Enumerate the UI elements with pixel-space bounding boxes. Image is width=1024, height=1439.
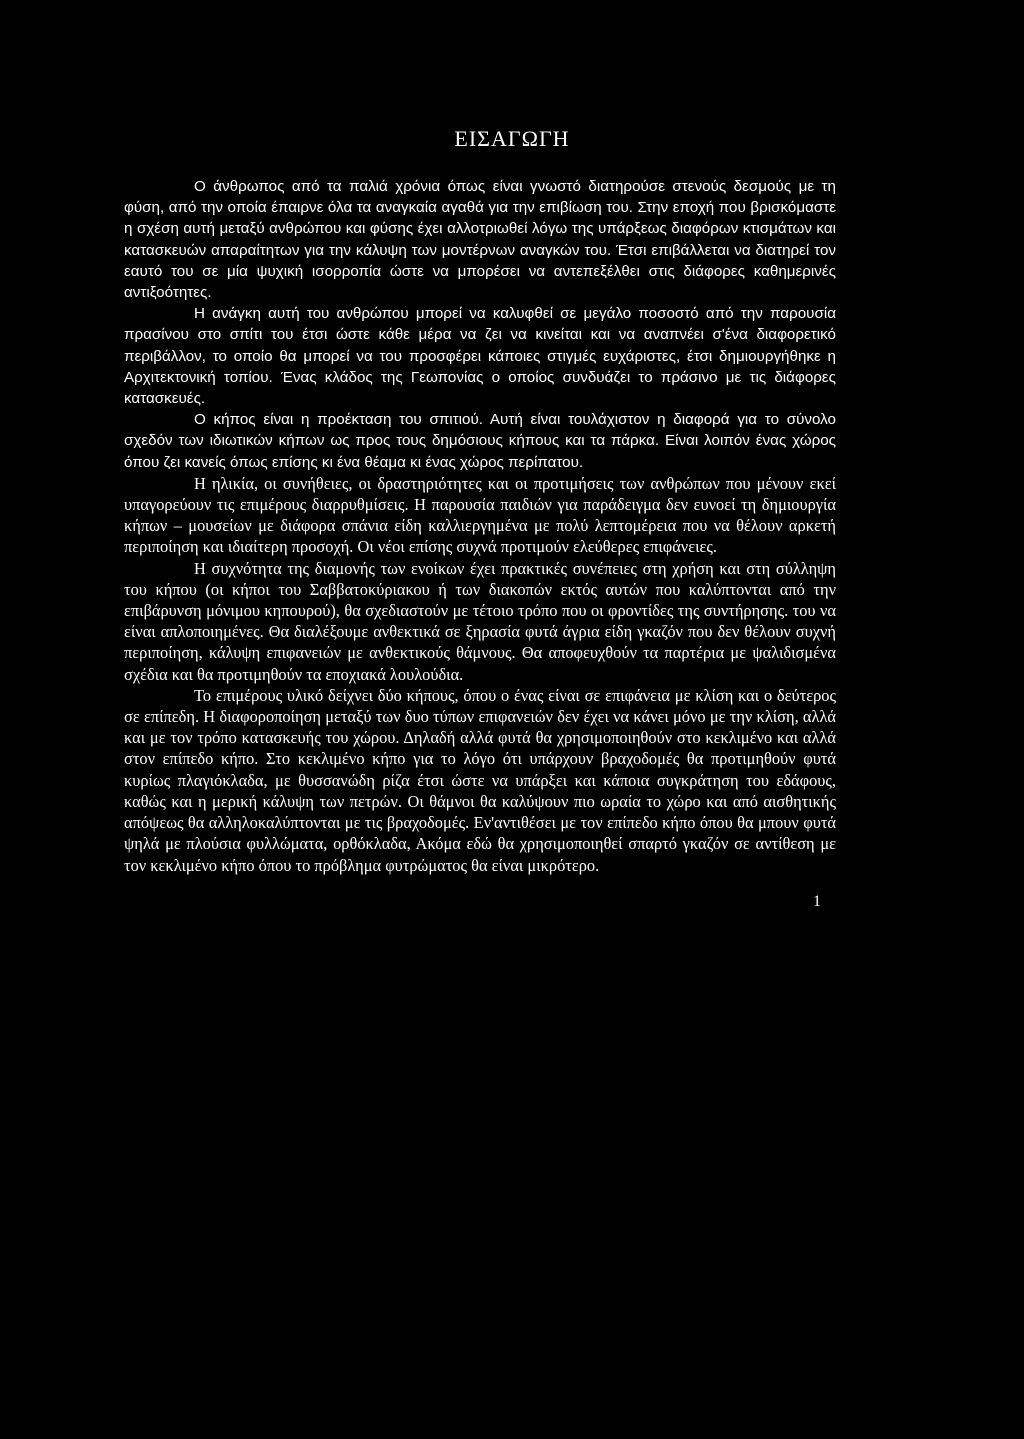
paragraph-5: Η συχνότητα της διαμονής των ενοίκων έχει πρακτικές συνέπειες στη χρήση και στη σύλληψη του κήπου (οι κήποι του Σαββατοκύριακου ή των διακοπών εκτός αυτών που καλύπτονται από την επιβάρυνση μόνιμου κηπουρού), θα σχεδιαστούν με τέτοιο τρόπο που οι φροντίδες της συντήρησης. του να είναι απλοποιημένες. Θα διαλέξουμε ανθεκτικά σε ξηρασία φυτά άγρια είδη γκαζόν που δεν θέλουν συχνή περιποίηση, κάλυψη επιφανειών με ανθεκτικούς θάμνους. Θα αποφευχθούν τα παρτέρια με ψαλιδισμένα σχέδια και θα προτιμηθούν τα εποχιακά λουλούδια. bbox=[124, 558, 836, 684]
paragraph-1: Ο άνθρωπος από τα παλιά χρόνια όπως είναι γνωστό διατηρούσε στενούς δεσμούς με τη φύση, από την οποία έπαιρνε όλα τα αναγκαία αγαθά για την επιβίωση του. Στην εποχή που βρισκόμαστε η σχέση αυτή μεταξύ ανθρώπου και φύσης έχει αλλοτριωθεί λόγω της υπάρξεως διαφόρων κτισμάτων και κατασκευών απαραίτητων για την κάλυψη των μοντέρνων αναγκών του. Έτσι επιβάλλεται να διατηρεί τον εαυτό του σε μία ψυχική ισορροπία ώστε να μπορέσει να αντεπεξέλθει στις διάφορες καθημερινές αντιξοότητες. bbox=[124, 178, 836, 302]
paragraph-4: Η ηλικία, οι συνήθειες, οι δραστηριότητες και οι προτιμήσεις των ανθρώπων που μένουν εκεί υπαγορεύουν τις επιμέρους διαρρυθμίσεις. Η παρουσία παιδιών για παράδειγμα δεν ευνοεί τη δημιουργία κήπων – μουσείων με διάφορα σπάνια είδη καλλιεργημένα με πολύ λεπτομέρεια που να θέλουν αρκετή περιποίηση και ιδιαίτερη προσοχή. Οι νέοι επίσης συχνά προτιμούν ελεύθερες επιφάνειες. bbox=[124, 473, 836, 557]
paragraph-3: Ο κήπος είναι η προέκταση του σπιτιού. Αυτή είναι τουλάχιστον η διαφορά για το σύνολο σχεδόν των ιδιωτικών κήπων ως προς τους δημόσιους κήπους και τα πάρκα. Είναι λοιπόν ένας χώρος όπου ζει κανείς όπως επίσης κι ένα θέαμα κι ένας χώρος περίπατου. bbox=[124, 411, 836, 471]
page-title: ΕΙΣΑΓΩΓΗ bbox=[454, 126, 570, 151]
body-text bbox=[124, 176, 836, 876]
paragraph-6: Το επιμέρους υλικό δείχνει δύο κήπους, όπου ο ένας είναι σε επιφάνεια με κλίση και ο δεύτερος σε επίπεδη. Η διαφοροποίηση μεταξύ των δυο τύπων επιφανειών δεν έχει να κάνει μόνο με την κλίση, αλλά και με τον τρόπο κατασκευής του χώρου. Δηλαδή αλλά φυτά θα χρησιμοποιηθούν στο κεκλιμένο και αλλά στον επίπεδο κήπο. Στο κεκλιμένο κήπο για το λόγο ότι υπάρχουν βραχοδομές θα προτιμηθούν φυτά κυρίως πλαγιόκλαδα, με θυσσανώδη ρίζα έτσι ώστε να υπάρξει και κάποια συγκράτηση του εδάφους, καθώς και η μερική κάλυψη των πετρών. Οι θάμνοι θα καλύψουν πιο ωραία το χώρο και από αισθητικής απόψεως θα αλληλοκαλύπτονται με τις βραχοδομές. Εν'αντιθέσει με τον επίπεδο κήπο όπου θα μπουν φυτά ψηλά με πλούσια φυλλώματα, ορθόκλαδα, Ακόμα εδώ θα χρησιμοποιηθεί σπαρτό γκαζόν σε αντίθεση με τον κεκλιμένο κήπο όπου το πρόβλημα φυτρώματος θα είναι μικρότερο. bbox=[124, 685, 836, 875]
paragraph-2: Η ανάγκη αυτή του ανθρώπου μπορεί να καλυφθεί σε μεγάλο ποσοστό από την παρουσία πρασίνου στο σπίτι του έτσι ώστε κάθε μέρα να ζει να κινείται και να αναπνέει σ'ένα διαφορετικό περιβάλλον, το οποίο θα μπορεί να του προσφέρει κάποιες στιγμές ευχάριστες, έτσι δημιουργήθηκε η Αρχιτεκτονική τοπίου. Ένας κλάδος της Γεωπονίας ο οποίος συνδυάζει το πράσινο με τις διάφορες κατασκευές. bbox=[124, 305, 836, 408]
page-number: 1 bbox=[813, 893, 821, 910]
